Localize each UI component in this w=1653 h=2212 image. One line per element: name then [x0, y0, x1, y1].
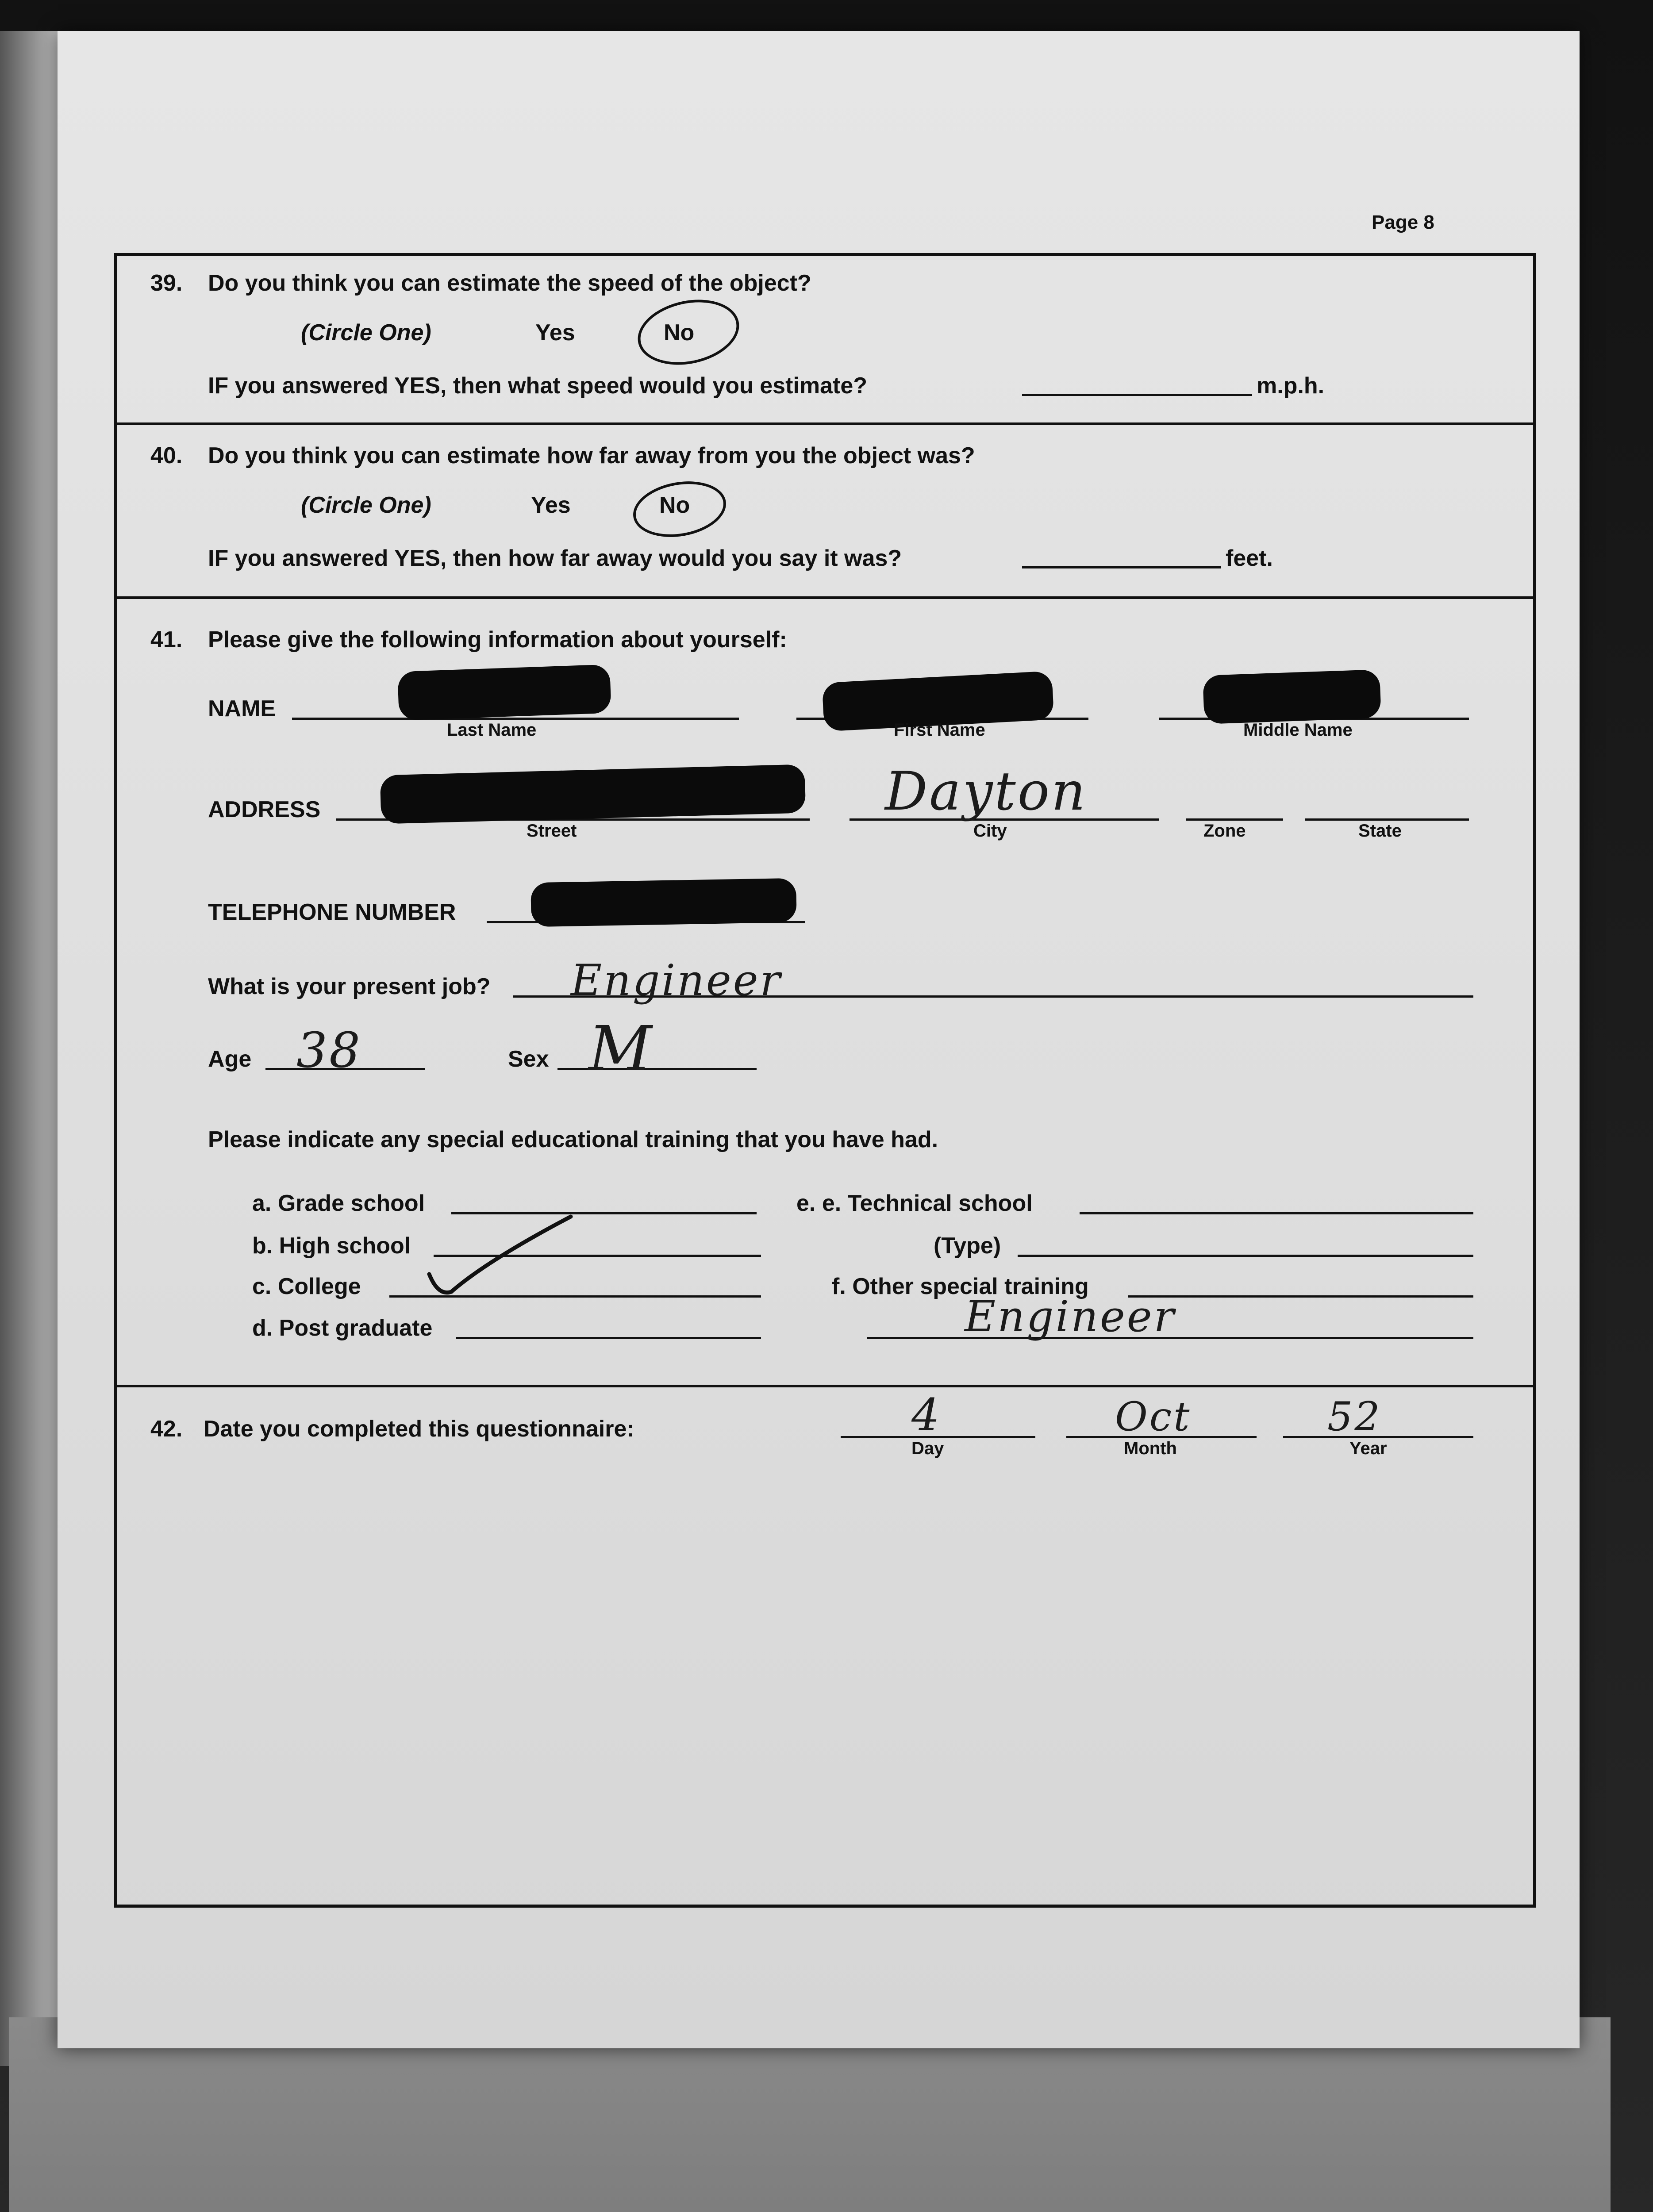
q39-question: Do you think you can estimate the speed of the object?: [208, 270, 811, 296]
training-other-label: f. Other special training: [832, 1274, 1089, 1299]
state-caption: State: [1358, 821, 1402, 841]
q40-question: Do you think you can estimate how far away from you the object was?: [208, 443, 975, 469]
job-handwriting: Engineer: [571, 956, 782, 1005]
city-handwriting: Dayton: [885, 761, 1088, 822]
month-caption: Month: [1124, 1439, 1177, 1458]
page-number: Page 8: [1372, 211, 1434, 233]
q42-question: Date you completed this questionnaire:: [204, 1416, 634, 1442]
q39-number: 39.: [150, 270, 183, 296]
q40-yes-option[interactable]: Yes: [531, 492, 571, 518]
first-name-caption: First Name: [894, 720, 985, 740]
telephone-redaction: [530, 878, 797, 927]
year-handwriting: 52: [1327, 1394, 1382, 1440]
address-label: ADDRESS: [208, 797, 321, 822]
sex-handwriting: M: [588, 1013, 654, 1085]
divider-39-40: [114, 422, 1536, 425]
q40-no-option[interactable]: No: [659, 492, 690, 518]
q40-number: 40.: [150, 443, 183, 469]
other-training-handwriting: Engineer: [965, 1292, 1176, 1341]
paper-left-edge: [0, 31, 66, 2066]
last-name-redaction: [397, 664, 611, 721]
q39-followup: IF you answered YES, then what speed would you estimate?: [208, 373, 868, 399]
q39-circle-one: (Circle One): [301, 320, 431, 346]
q39-speed-field[interactable]: [1022, 394, 1252, 396]
zone-caption: Zone: [1203, 821, 1246, 841]
month-handwriting: Oct: [1115, 1394, 1192, 1440]
telephone-label: TELEPHONE NUMBER: [208, 899, 456, 925]
other-training-field[interactable]: [1128, 1295, 1473, 1298]
state-field[interactable]: [1305, 818, 1469, 821]
q41-question: Please give the following information about yourself:: [208, 627, 787, 653]
divider-40-41: [114, 596, 1536, 599]
name-label: NAME: [208, 696, 276, 722]
zone-field[interactable]: [1186, 818, 1283, 821]
q39-yes-option[interactable]: Yes: [535, 320, 575, 346]
q42-number: 42.: [150, 1416, 183, 1442]
day-handwriting: 4: [911, 1389, 942, 1441]
q39-no-option[interactable]: No: [664, 320, 695, 346]
age-handwriting: 38: [296, 1022, 362, 1079]
last-name-field[interactable]: [292, 718, 739, 720]
city-caption: City: [973, 821, 1007, 841]
last-name-caption: Last Name: [447, 720, 537, 740]
training-college-label: c. College: [252, 1274, 361, 1299]
college-check-mark: [425, 1208, 611, 1305]
post-graduate-field[interactable]: [456, 1337, 761, 1339]
q40-circle-one: (Circle One): [301, 492, 431, 518]
technical-school-field[interactable]: [1080, 1212, 1473, 1214]
training-type-label: (Type): [934, 1233, 1001, 1259]
q40-unit: feet.: [1226, 545, 1273, 571]
sex-label: Sex: [508, 1046, 549, 1072]
training-technical-school-label: e. e. Technical school: [796, 1190, 1033, 1216]
training-high-school-label: b. High school: [252, 1233, 411, 1259]
q40-followup: IF you answered YES, then how far away would you say it was?: [208, 545, 902, 571]
divider-41-42: [114, 1385, 1536, 1387]
q40-distance-field[interactable]: [1022, 566, 1221, 568]
day-caption: Day: [911, 1439, 944, 1458]
training-prompt: Please indicate any special educational training that you have had.: [208, 1127, 938, 1152]
training-type-field[interactable]: [1018, 1255, 1473, 1257]
age-label: Age: [208, 1046, 252, 1072]
training-post-graduate-label: d. Post graduate: [252, 1315, 433, 1341]
q39-unit: m.p.h.: [1257, 373, 1325, 399]
street-caption: Street: [527, 821, 577, 841]
training-grade-school-label: a. Grade school: [252, 1190, 425, 1216]
middle-name-caption: Middle Name: [1243, 720, 1353, 740]
middle-name-redaction: [1203, 669, 1381, 724]
sex-field[interactable]: [557, 1068, 757, 1070]
year-caption: Year: [1349, 1439, 1387, 1458]
job-label: What is your present job?: [208, 974, 491, 999]
q41-number: 41.: [150, 627, 183, 653]
